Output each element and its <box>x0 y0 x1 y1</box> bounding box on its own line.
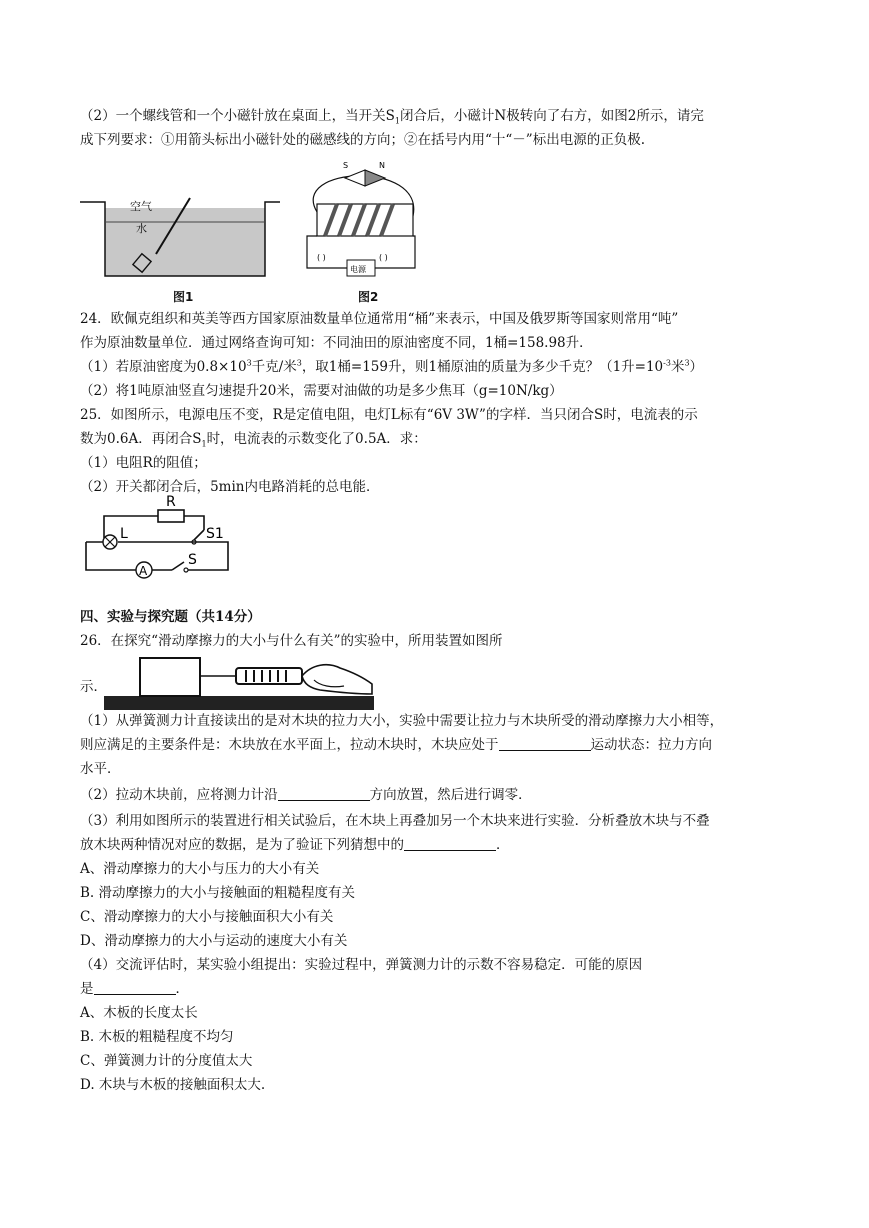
q26-part4-line2: 是 ． <box>80 981 189 997</box>
q26-option-a: A、滑动摩擦力的大小与压力的大小有关 <box>80 861 320 877</box>
q26-line2: 示． <box>80 679 107 695</box>
answer-blank-2[interactable] <box>278 786 370 801</box>
q26-part1-line3: 水平． <box>80 761 121 777</box>
circuit-ammeter-label: A <box>139 564 148 578</box>
q26-option-b: B. 滑动摩擦力的大小与接触面的粗糙程度有关 <box>80 885 356 901</box>
q25-line2: 数为0.6A．再闭合$S_1$时，电流表的示数变化了0.5A．求： <box>80 431 427 449</box>
q25-line1: 25．如图所示，电源电压不变，R是定值电阻，电灯L标有“6V 3W”的字样．当只闭合S时，电流表的示 <box>80 407 698 423</box>
q26-part2: （2）拉动木块前，应将测力计沿 方向放置，然后进行调零． <box>80 787 532 803</box>
fig1-air-label: 空气 <box>130 200 152 213</box>
answer-blank-3[interactable] <box>404 836 496 851</box>
q26-part4-line1: （4）交流评估时，某实验小组提出：实验过程中，弹簧测力计的示数不容易稳定．可能的原因 <box>80 957 643 973</box>
q24-line1: 24．欧佩克组织和英美等西方国家原油数量单位通常用“桶”来表示，中国及俄罗斯等国家则常用“吨” <box>80 311 679 327</box>
q26-apparatus-figure <box>100 654 380 714</box>
fig2-paren-right: ( ) <box>379 253 388 262</box>
q26-option-c: C、滑动摩擦力的大小与接触面积大小有关 <box>80 909 334 925</box>
q24-line2: 作为原油数量单位．通过网络查询可知：不同油田的原油密度不同，1桶=158.98升． <box>80 335 593 351</box>
figure-2-caption: 图2 <box>358 290 379 304</box>
circuit-l-label: L <box>120 526 128 542</box>
q26-part4-option-b: B. 木板的粗糙程度不均匀 <box>80 1029 234 1045</box>
figure-1-caption: 图1 <box>173 290 194 304</box>
fig2-source-label: 电源 <box>350 265 366 274</box>
figure-2-solenoid <box>295 156 435 284</box>
q26-part4-option-d: D. 木块与木板的接触面积太大. <box>80 1077 266 1093</box>
q25-circuit-diagram <box>82 494 232 582</box>
fig2-paren-left: ( ) <box>317 253 326 262</box>
q26-option-d: D、滑动摩擦力的大小与运动的速度大小有关 <box>80 933 348 949</box>
fig1-water-label: 水 <box>136 222 147 235</box>
q23-part2-line2: 成下列要求：①用箭头标出小磁针处的磁感线的方向；②在括号内用“十“－”标出电源的正负极. <box>80 132 645 148</box>
fig2-n-label: N <box>379 161 385 170</box>
q24-part2: （2）将1吨原油竖直匀速提升20米，需要对油做的功是多少焦耳（g=10N/kg） <box>80 383 563 399</box>
q25-part2: （2）开关都闭合后，5min内电路消耗的总电能． <box>80 479 380 495</box>
q24-part1: （1）若原油密度为$0.8\times 10^3$千克/米$^3$，取1桶=159升，则1桶原油的质量为多少千克？（1升$=10^{-3}$米$^3$） <box>80 358 704 375</box>
q26-line1: 26．在探究“滑动摩擦力的大小与什么有关”的实验中，所用装置如图所 <box>80 633 503 649</box>
q25-part1: （1）电阻R的阻值； <box>80 455 207 471</box>
circuit-s1-label: S1 <box>206 526 224 542</box>
circuit-r-label: R <box>166 494 176 510</box>
q26-part1-line1: （1）从弹簧测力计直接读出的是对木块的拉力大小，实验中需要让拉力与木块所受的滑动摩擦力大小相等， <box>80 713 724 729</box>
answer-blank-1[interactable] <box>499 736 591 751</box>
q23-part2-line1: （2）一个螺线管和一个小磁针放在桌面上，当开关$S_1$闭合后，小磁计N极转向了右方，如图2所示，请完 <box>80 108 704 126</box>
q26-part3-line2: 放木块两种情况对应的数据，是为了验证下列猜想中的 ． <box>80 837 510 853</box>
q26-part1-line2: 则应满足的主要条件是：木块放在水平面上，拉动木块时，木块应处于 运动状态：拉力方向 <box>80 737 712 753</box>
circuit-s-label: S <box>188 552 197 568</box>
q26-part3-line1: （3）利用如图所示的装置进行相关试验后，在木块上再叠加另一个木块来进行实验．分析叠放木块与不叠 <box>80 813 710 829</box>
q26-part4-option-c: C、弹簧测力计的分度值太大 <box>80 1053 253 1069</box>
answer-blank-4[interactable] <box>94 980 176 995</box>
section-4-heading: 四、实验与探究题（共14分） <box>80 609 261 625</box>
figure-1-water-tank <box>80 190 280 282</box>
fig2-s-label: S <box>343 161 349 170</box>
q26-part4-option-a: A、木板的长度太长 <box>80 1005 198 1021</box>
